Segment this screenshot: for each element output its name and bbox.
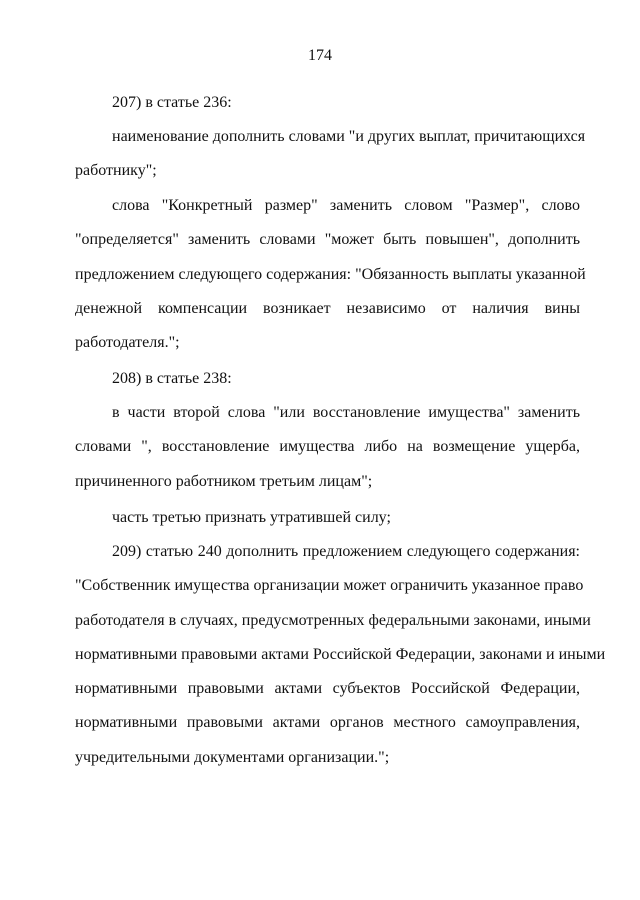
text-line: нормативными правовыми актами Российской Федерации, законами и иными <box>75 645 606 663</box>
text-line: в части второй слова "или восстановление имущества" заменить <box>112 404 580 421</box>
paragraph-238-part2 <box>75 402 580 505</box>
text-line: часть третью признать утратившей силу; <box>112 509 391 526</box>
text-line: словами ", восстановление имущества либо на возмещение ущерба, <box>75 438 580 456</box>
text-line: предложением следующего содержания: "Обязанность выплаты указанной <box>75 265 586 283</box>
text-line: нормативными правовыми актами субъектов Российской Федерации, <box>75 680 580 698</box>
paragraph-208 <box>75 368 580 402</box>
paragraph-236-title <box>75 126 586 195</box>
page-number: 174 <box>308 47 332 64</box>
text-line: 208) в статье 238: <box>112 370 232 387</box>
text-line: "определяется" заменить словами "может быть повышен", дополнить <box>75 231 580 249</box>
paragraph-236-amount <box>75 195 586 366</box>
text-line: денежной компенсации возникает независимо от наличия вины <box>75 299 580 317</box>
paragraph-207 <box>75 92 580 126</box>
paragraph-209 <box>75 541 606 781</box>
paragraph-238-part3 <box>75 507 580 541</box>
text-line: слова "Конкретный размер" заменить словом "Размер", слово <box>112 197 580 214</box>
text-line: работодателя в случаях, предусмотренных федеральными законами, иными <box>75 611 591 629</box>
text-line: работнику"; <box>75 162 157 180</box>
text-line: 209) статью 240 дополнить предложением следующего содержания: <box>112 543 580 560</box>
text-line: наименование дополнить словами "и других выплат, причитающихся <box>112 128 586 145</box>
text-line: причиненного работником третьим лицам"; <box>75 472 373 490</box>
text-line: "Собственник имущества организации может ограничить указанное право <box>75 577 584 595</box>
text-line: работодателя."; <box>75 334 180 352</box>
text-line: 207) в статье 236: <box>112 94 232 111</box>
text-line: нормативными правовыми актами органов местного самоуправления, <box>75 714 580 732</box>
text-line: учредительными документами организации."; <box>75 748 390 766</box>
